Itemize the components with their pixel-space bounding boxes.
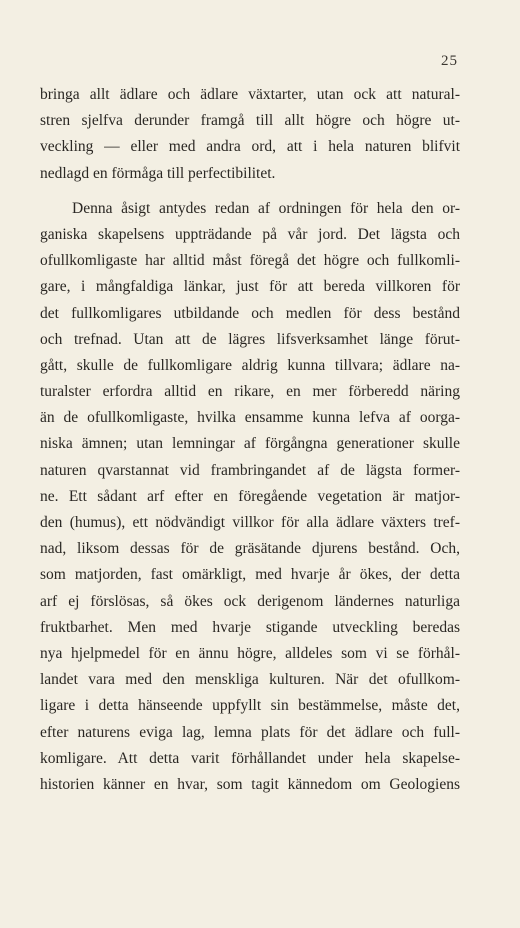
text-line: fruktbarhet. Men med hvarje stigande utveckling beredas bbox=[40, 618, 460, 636]
paragraph-gap bbox=[40, 187, 460, 196]
text-line: landet vara med den menskliga kulturen. När det ofullkom- bbox=[40, 671, 460, 689]
text-line: niska ämnen; utan lemningar af förgångna generationer skulle bbox=[40, 435, 460, 453]
text-line: nya hjelpmedel för en ännu högre, alldeles som vi se förhål- bbox=[40, 644, 460, 662]
text-line: nedlagd en förmåga till perfectibilitet. bbox=[40, 164, 276, 182]
text-line: efter naturens eviga lag, lemna plats för det ädlare och full- bbox=[40, 723, 460, 741]
text-line: som matjorden, fast omärkligt, med hvarje år ökes, der detta bbox=[40, 566, 460, 584]
text-line: ligare i detta hänseende uppfyllt sin bestämmelse, måste det, bbox=[40, 697, 460, 715]
text-line: komligare. Att detta varit förhållandet under hela skapelse- bbox=[40, 749, 460, 767]
text-line: den (humus), ett nödvändigt villkor för alla ädlare växters tref- bbox=[40, 514, 460, 531]
text-line: och trefnad. Utan att de lägres lifsverksamhet länge förut- bbox=[40, 330, 460, 348]
text-line: ne. Ett sådant arf efter en föregående vegetation är matjor- bbox=[40, 487, 460, 505]
text-line: arf ej förslösas, så ökes ock derigenom ländernes naturliga bbox=[40, 592, 460, 610]
text-line: turalster erfordra alltid en rikare, en mer förberedd näring bbox=[40, 383, 460, 401]
text-line: gare, i mångfaldiga länkar, just för att bereda villkoren för bbox=[40, 278, 460, 296]
text-line: än de ofullkomligaste, hvilka ensamme kunna lefva af oorga- bbox=[40, 409, 460, 427]
text-line: naturen qvarstannat vid frambringandet af de lägsta former- bbox=[40, 461, 460, 479]
paragraph bbox=[40, 196, 460, 798]
text-line: veckling — eller med andra ord, att i hela naturen blifvit bbox=[40, 138, 460, 156]
text-line: det fullkomligares utbildande och medlen för dess bestånd bbox=[40, 304, 460, 322]
text-line: Denna åsigt antydes redan af ordningen för hela den or- bbox=[72, 199, 460, 217]
text-line: bringa allt ädlare och ädlare växtarter, utan ock att natural- bbox=[40, 86, 460, 103]
body-text bbox=[40, 82, 460, 798]
text-line: gått, skulle de fullkomligare aldrig kunna tillvara; ädlare na- bbox=[40, 356, 460, 374]
text-line: historien känner en hvar, som tagit kännedom om Geologiens bbox=[40, 775, 460, 793]
text-line: ofullkomligaste har alltid måst föregå det högre och fullkomli- bbox=[40, 252, 460, 270]
text-line: nad, liksom dessas för de gräsätande djurens bestånd. Och, bbox=[40, 540, 460, 558]
text-line: stren sjelfva derunder framgå till allt högre och högre ut- bbox=[40, 112, 460, 130]
page-number: 25 bbox=[441, 53, 458, 69]
paragraph bbox=[40, 82, 460, 187]
text-line: ganiska skapelsens uppträdande på vår jord. Det lägsta och bbox=[40, 225, 460, 243]
